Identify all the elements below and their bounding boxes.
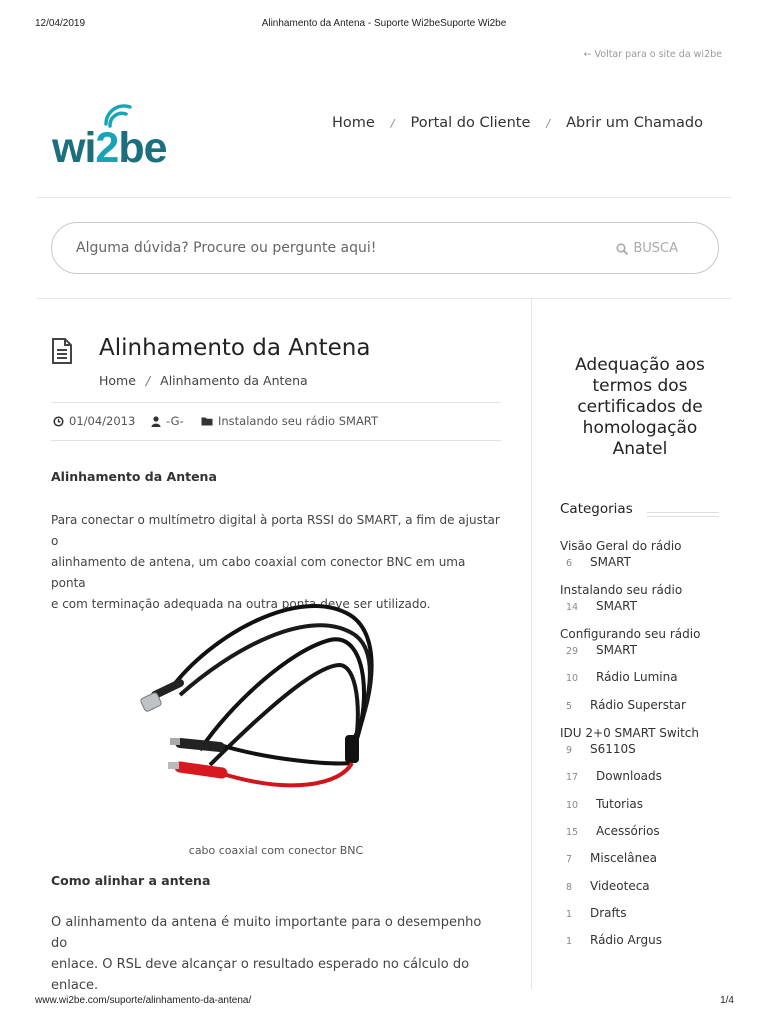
breadcrumb: Home / Alinhamento da Antena xyxy=(99,373,308,388)
coaxial-cable-image xyxy=(140,595,380,820)
main-nav xyxy=(332,115,703,131)
header-divider xyxy=(37,197,731,198)
sidebar-divider xyxy=(531,299,532,989)
search-button[interactable] xyxy=(616,241,678,256)
intro-paragraph: Para conectar o multímetro digital à porta RSSI do SMART, a fim de ajustar o alinhamento de antena, um cabo coaxial com conector BNC em uma ponta e com terminação adequada na outra ponta deve ser utilizado. xyxy=(51,513,500,611)
nav-abrir-chamado[interactable]: Abrir um Chamado xyxy=(566,115,703,131)
clock-icon xyxy=(53,416,64,427)
print-date: 12/04/2019 xyxy=(35,18,86,29)
nav-home[interactable]: Home xyxy=(331,115,375,131)
print-title: Alinhamento da Antena - Suporte Wi2beSuporte Wi2be xyxy=(261,18,507,29)
wi2be-logo[interactable] xyxy=(52,104,202,174)
nav-separator: / xyxy=(390,116,395,130)
categories-heading-rule xyxy=(647,512,719,517)
nav-separator: / xyxy=(546,116,551,130)
section-heading: Como alinhar a antena xyxy=(51,873,211,888)
search-button-label: BUSCA xyxy=(633,241,678,256)
search-input[interactable]: Alguma dúvida? Procure ou pergunte aqui! xyxy=(76,240,377,256)
print-page-number: 1/4 xyxy=(720,995,734,1006)
section-heading: Alinhamento da Antena xyxy=(51,469,217,484)
content-divider xyxy=(37,298,731,299)
nav-portal-do-cliente[interactable]: Portal do Cliente xyxy=(410,115,531,131)
breadcrumb-current: Alinhamento da Antena xyxy=(160,373,308,388)
print-url: www.wi2be.com/suporte/alinhamento-da-antena/ xyxy=(35,995,252,1006)
categories-heading: Categorias xyxy=(560,501,633,517)
breadcrumb-home[interactable]: Home xyxy=(99,373,136,388)
meta-category[interactable]: Instalando seu rádio SMART xyxy=(201,414,378,428)
meta-date: 01/04/2013 xyxy=(53,414,135,428)
meta-author[interactable]: -G- xyxy=(151,414,184,428)
back-to-site-link[interactable]: ← Voltar para o site da wi2be xyxy=(583,49,722,60)
folder-icon xyxy=(201,416,213,426)
sidebar-featured-title[interactable]: Adequação aos termos dos certificados de homologação Anatel xyxy=(575,355,705,459)
search-box xyxy=(51,222,719,274)
logo-wordmark: wi2be xyxy=(52,124,167,172)
user-icon xyxy=(151,416,161,427)
search-icon xyxy=(616,243,628,255)
page-title: Alinhamento da Antena xyxy=(99,335,371,361)
image-caption: cabo coaxial com conector BNC xyxy=(188,844,364,857)
alignment-paragraph: O alinhamento da antena é muito importante para o desempenho do enlace. O RSL deve alcançar o resultado esperado no cálculo do enlace. xyxy=(51,915,482,993)
article-meta xyxy=(51,402,501,441)
document-icon xyxy=(51,338,73,364)
